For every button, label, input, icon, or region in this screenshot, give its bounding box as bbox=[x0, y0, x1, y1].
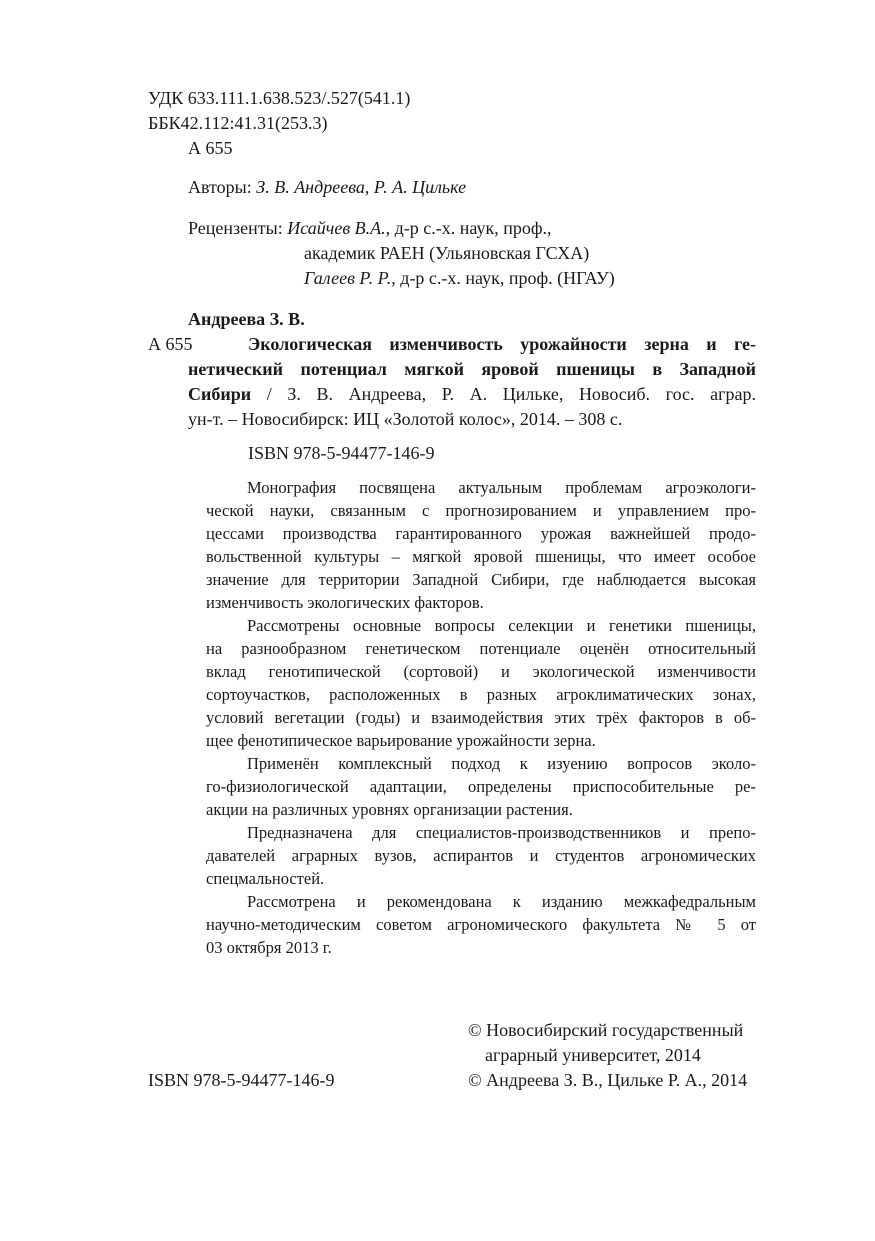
record-isbn: ISBN 978-5-94477-146-9 bbox=[248, 443, 435, 463]
record-mark: А 655 bbox=[148, 334, 193, 354]
record-title-line-2: нетический потенциал мягкой яровой пшеницы в Западной bbox=[188, 359, 756, 379]
abstract-line: Рассмотрены основные вопросы селекции и генетики пшеницы, bbox=[247, 616, 756, 635]
abstract-line: на разнообразном генетическом потенциале оценён относительный bbox=[206, 639, 756, 658]
record-imprint: ун-т. – Новосибирск: ИЦ «Золотой колос», 2014. – 308 с. bbox=[188, 409, 623, 429]
abstract-line: щее фенотипическое варьирование урожайности зерна. bbox=[206, 731, 596, 750]
record-title-line-3 bbox=[188, 384, 756, 405]
abstract-line: значение для территории Западной Сибири, где наблюдается высокая bbox=[206, 570, 756, 589]
abstract-line: 03 октября 2013 г. bbox=[206, 938, 332, 957]
abstract-line: вклад генотипической (сортовой) и экологической изменчивости bbox=[206, 662, 756, 681]
reviewer-2-title: д-р с.-х. наук, проф. (НГАУ) bbox=[395, 268, 615, 288]
abstract-line: Монография посвящена актуальным проблемам агроэкологи- bbox=[247, 478, 756, 497]
abstract-line: го-физиологической адаптации, определены приспособительные ре- bbox=[206, 777, 756, 796]
copyright-authors: © Андреева З. В., Цильке Р. А., 2014 bbox=[468, 1070, 748, 1090]
abstract-line: спецмальностей. bbox=[206, 869, 325, 888]
author-mark: А 655 bbox=[188, 138, 233, 158]
abstract-line: цессами производства гарантированного урожая важнейшей продо- bbox=[206, 524, 756, 543]
reviewer-1-title: , д-р с.-х. наук, проф., bbox=[385, 218, 552, 238]
abstract-line: акции на различных уровнях организации растения. bbox=[206, 800, 573, 819]
record-responsibility: / З. В. Андреева, Р. А. Цильке, Новосиб. гос. аграр. bbox=[251, 384, 756, 404]
udk-code: УДК 633.111.1.638.523/.527(541.1) bbox=[148, 88, 411, 108]
reviewers-line-1 bbox=[188, 218, 552, 239]
abstract-line: давателей аграрных вузов, аспирантов и студентов агрономических bbox=[206, 846, 756, 865]
abstract-line: Предназначена для специалистов-производственников и препо- bbox=[247, 823, 756, 842]
record-heading: Андреева З. В. bbox=[188, 309, 305, 329]
abstract-line: научно-методическим советом агрономического факультета № 5 от bbox=[206, 915, 756, 934]
abstract-line: ческой науки, связанным с прогнозированием и управлением про- bbox=[206, 501, 756, 520]
copyright-university-line-2: аграрный университет, 2014 bbox=[485, 1045, 701, 1065]
authors-line bbox=[188, 177, 466, 198]
reviewer-1-affiliation: академик РАЕН (Ульяновская ГСХА) bbox=[304, 243, 590, 263]
bbk-code: ББК42.112:41.31(253.3) bbox=[148, 113, 328, 133]
footer-isbn: ISBN 978-5-94477-146-9 bbox=[148, 1070, 335, 1090]
authors-label: Авторы: bbox=[188, 177, 252, 197]
copyright-university-line-1: © Новосибирский государственный bbox=[468, 1020, 744, 1040]
abstract-line: сортоучастков, расположенных в разных агроклиматических зонах, bbox=[206, 685, 756, 704]
reviewer-2-name: Галеев Р. Р., bbox=[304, 268, 396, 288]
reviewers-line-3 bbox=[304, 268, 615, 289]
record-title-line-1: Экологическая изменчивость урожайности зерна и ге- bbox=[248, 334, 756, 354]
authors-names: З. В. Андреева, Р. А. Цильке bbox=[256, 177, 467, 197]
abstract-line: вольственной культуры – мягкой яровой пшеницы, что имеет особое bbox=[206, 547, 756, 566]
reviewers-label: Рецензенты: bbox=[188, 218, 283, 238]
reviewer-1-name: Исайчев В.А. bbox=[287, 218, 386, 238]
abstract-line: изменчивость экологических факторов. bbox=[206, 593, 484, 612]
record-title-end: Сибири bbox=[188, 384, 252, 404]
abstract-line: Применён комплексный подход к изуению вопросов эколо- bbox=[247, 754, 756, 773]
abstract-line: Рассмотрена и рекомендована к изданию межкафедральным bbox=[247, 892, 756, 911]
abstract-line: условий вегетации (годы) и взаимодействия этих трёх факторов в об- bbox=[206, 708, 756, 727]
